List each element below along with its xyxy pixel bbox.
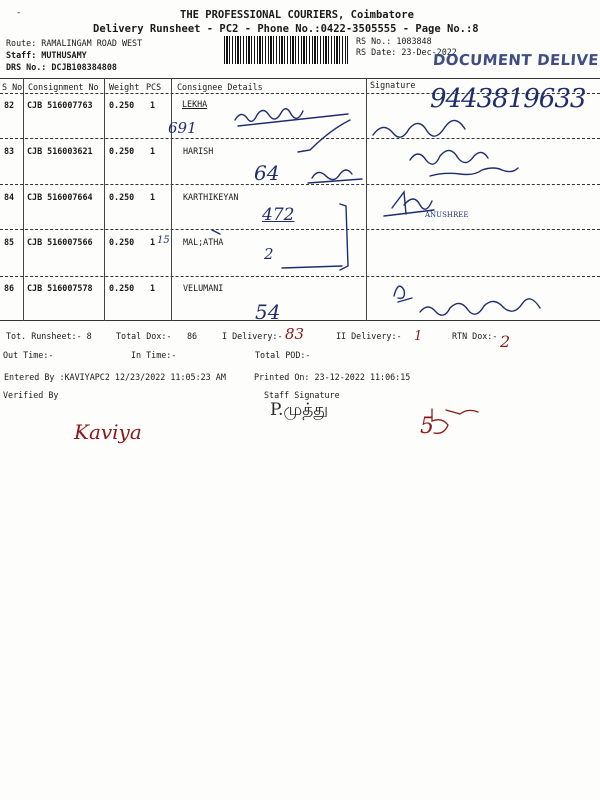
col-header-consignment: Consignment No xyxy=(28,82,99,92)
handwritten-number: 64 xyxy=(254,161,280,185)
barcode xyxy=(224,36,348,64)
handwritten-number: 54 xyxy=(255,300,281,324)
row-pcs: 1 xyxy=(150,192,156,202)
handwritten-number: 691 xyxy=(168,119,197,137)
staff-signature-label: Staff Signature xyxy=(264,390,340,400)
handwritten-number: 2 xyxy=(264,245,274,263)
row-sno: 82 xyxy=(4,100,15,110)
rtn-dox-value: 2 xyxy=(500,332,511,351)
rtn-dox-label: RTN Dox:- xyxy=(452,331,498,341)
rs-date: RS Date: 23-Dec-2022 xyxy=(356,47,457,57)
row-consignee: HARISH xyxy=(183,146,214,156)
i-delivery-label: I Delivery:- xyxy=(222,331,283,341)
row-sno: 84 xyxy=(4,192,15,202)
company-name: THE PROFESSIONAL COURIERS, Coimbatore xyxy=(180,9,414,21)
row-weight: 0.250 xyxy=(109,100,135,110)
row-consignment: CJB 516003621 xyxy=(27,146,93,156)
row-pcs: 1 xyxy=(150,237,156,247)
handwritten-sign-sub: ANUSHREE xyxy=(425,211,469,219)
col-header-pcs: PCS xyxy=(146,82,162,92)
drs-number: DRS No.: DCJB108384808 xyxy=(6,62,117,72)
verified-by-label: Verified By xyxy=(3,390,59,400)
verified-signature: Kaviya xyxy=(74,420,142,444)
row-weight: 0.250 xyxy=(109,237,135,247)
out-time-label: Out Time:- xyxy=(3,350,54,360)
corner-mark: - xyxy=(16,8,22,18)
runsheet-title: Delivery Runsheet - PC2 - Phone No.:0422-3505555 - Page No.:8 xyxy=(93,23,479,35)
in-time-label: In Time:- xyxy=(131,350,177,360)
handwritten-phone: 9443819633 xyxy=(430,84,586,114)
row-pcs: 1 xyxy=(150,100,156,110)
printed-on: Printed On: 23-12-2022 11:06:15 xyxy=(254,372,411,382)
ii-delivery-value: 1 xyxy=(414,329,423,344)
row-consignee: MAL;ATHA xyxy=(183,237,224,247)
total-pod-label: Total POD:- xyxy=(255,350,311,360)
row-consignee: VELUMANI xyxy=(183,283,224,293)
col-header-sno: S No xyxy=(2,82,23,92)
row-consignment: CJB 516007578 xyxy=(27,283,93,293)
col-header-consignee: Consignee Details xyxy=(177,82,263,92)
handwritten-number: 472 xyxy=(262,205,295,225)
row-consignment: CJB 516007566 xyxy=(27,237,93,247)
entered-by: Entered By :KAVIYAPC2 12/23/2022 11:05:23 AM xyxy=(4,372,226,382)
route-label: Route: RAMALINGAM ROAD WEST xyxy=(6,38,143,48)
staff-signature: P.முத்து xyxy=(270,400,329,420)
row-weight: 0.250 xyxy=(109,283,135,293)
total-runsheet: Tot. Runsheet:- 8 xyxy=(6,331,92,341)
staff-signature-mark: 5 xyxy=(420,414,434,439)
row-consignment: CJB 516007763 xyxy=(27,100,93,110)
row-sno: 83 xyxy=(4,146,15,156)
row-weight: 0.250 xyxy=(109,146,135,156)
staff-label: Staff: MUTHUSAMY xyxy=(6,50,87,60)
row-weight: 0.250 xyxy=(109,192,135,202)
total-dox-value: 86 xyxy=(187,331,198,341)
row-consignee: KARTHIKEYAN xyxy=(183,192,239,202)
rs-number: RS No.: 1083848 xyxy=(356,36,432,46)
total-dox-label: Total Dox:- xyxy=(116,331,172,341)
row-pcs: 1 xyxy=(150,283,156,293)
row-pcs: 1 xyxy=(150,146,156,156)
row-sno: 86 xyxy=(4,283,15,293)
row-consignee: LEKHA xyxy=(182,99,208,109)
col-header-signature: Signature xyxy=(370,80,416,90)
handwritten-pcs-mark: 15 xyxy=(157,235,170,246)
row-consignment: CJB 516007664 xyxy=(27,192,93,202)
ii-delivery-label: II Delivery:- xyxy=(336,331,402,341)
i-delivery-value: 83 xyxy=(285,325,305,343)
row-sno: 85 xyxy=(4,237,15,247)
col-header-weight: Weight xyxy=(109,82,140,92)
document-delivery-stamp: DOCUMENT DELIVE xyxy=(432,51,600,69)
